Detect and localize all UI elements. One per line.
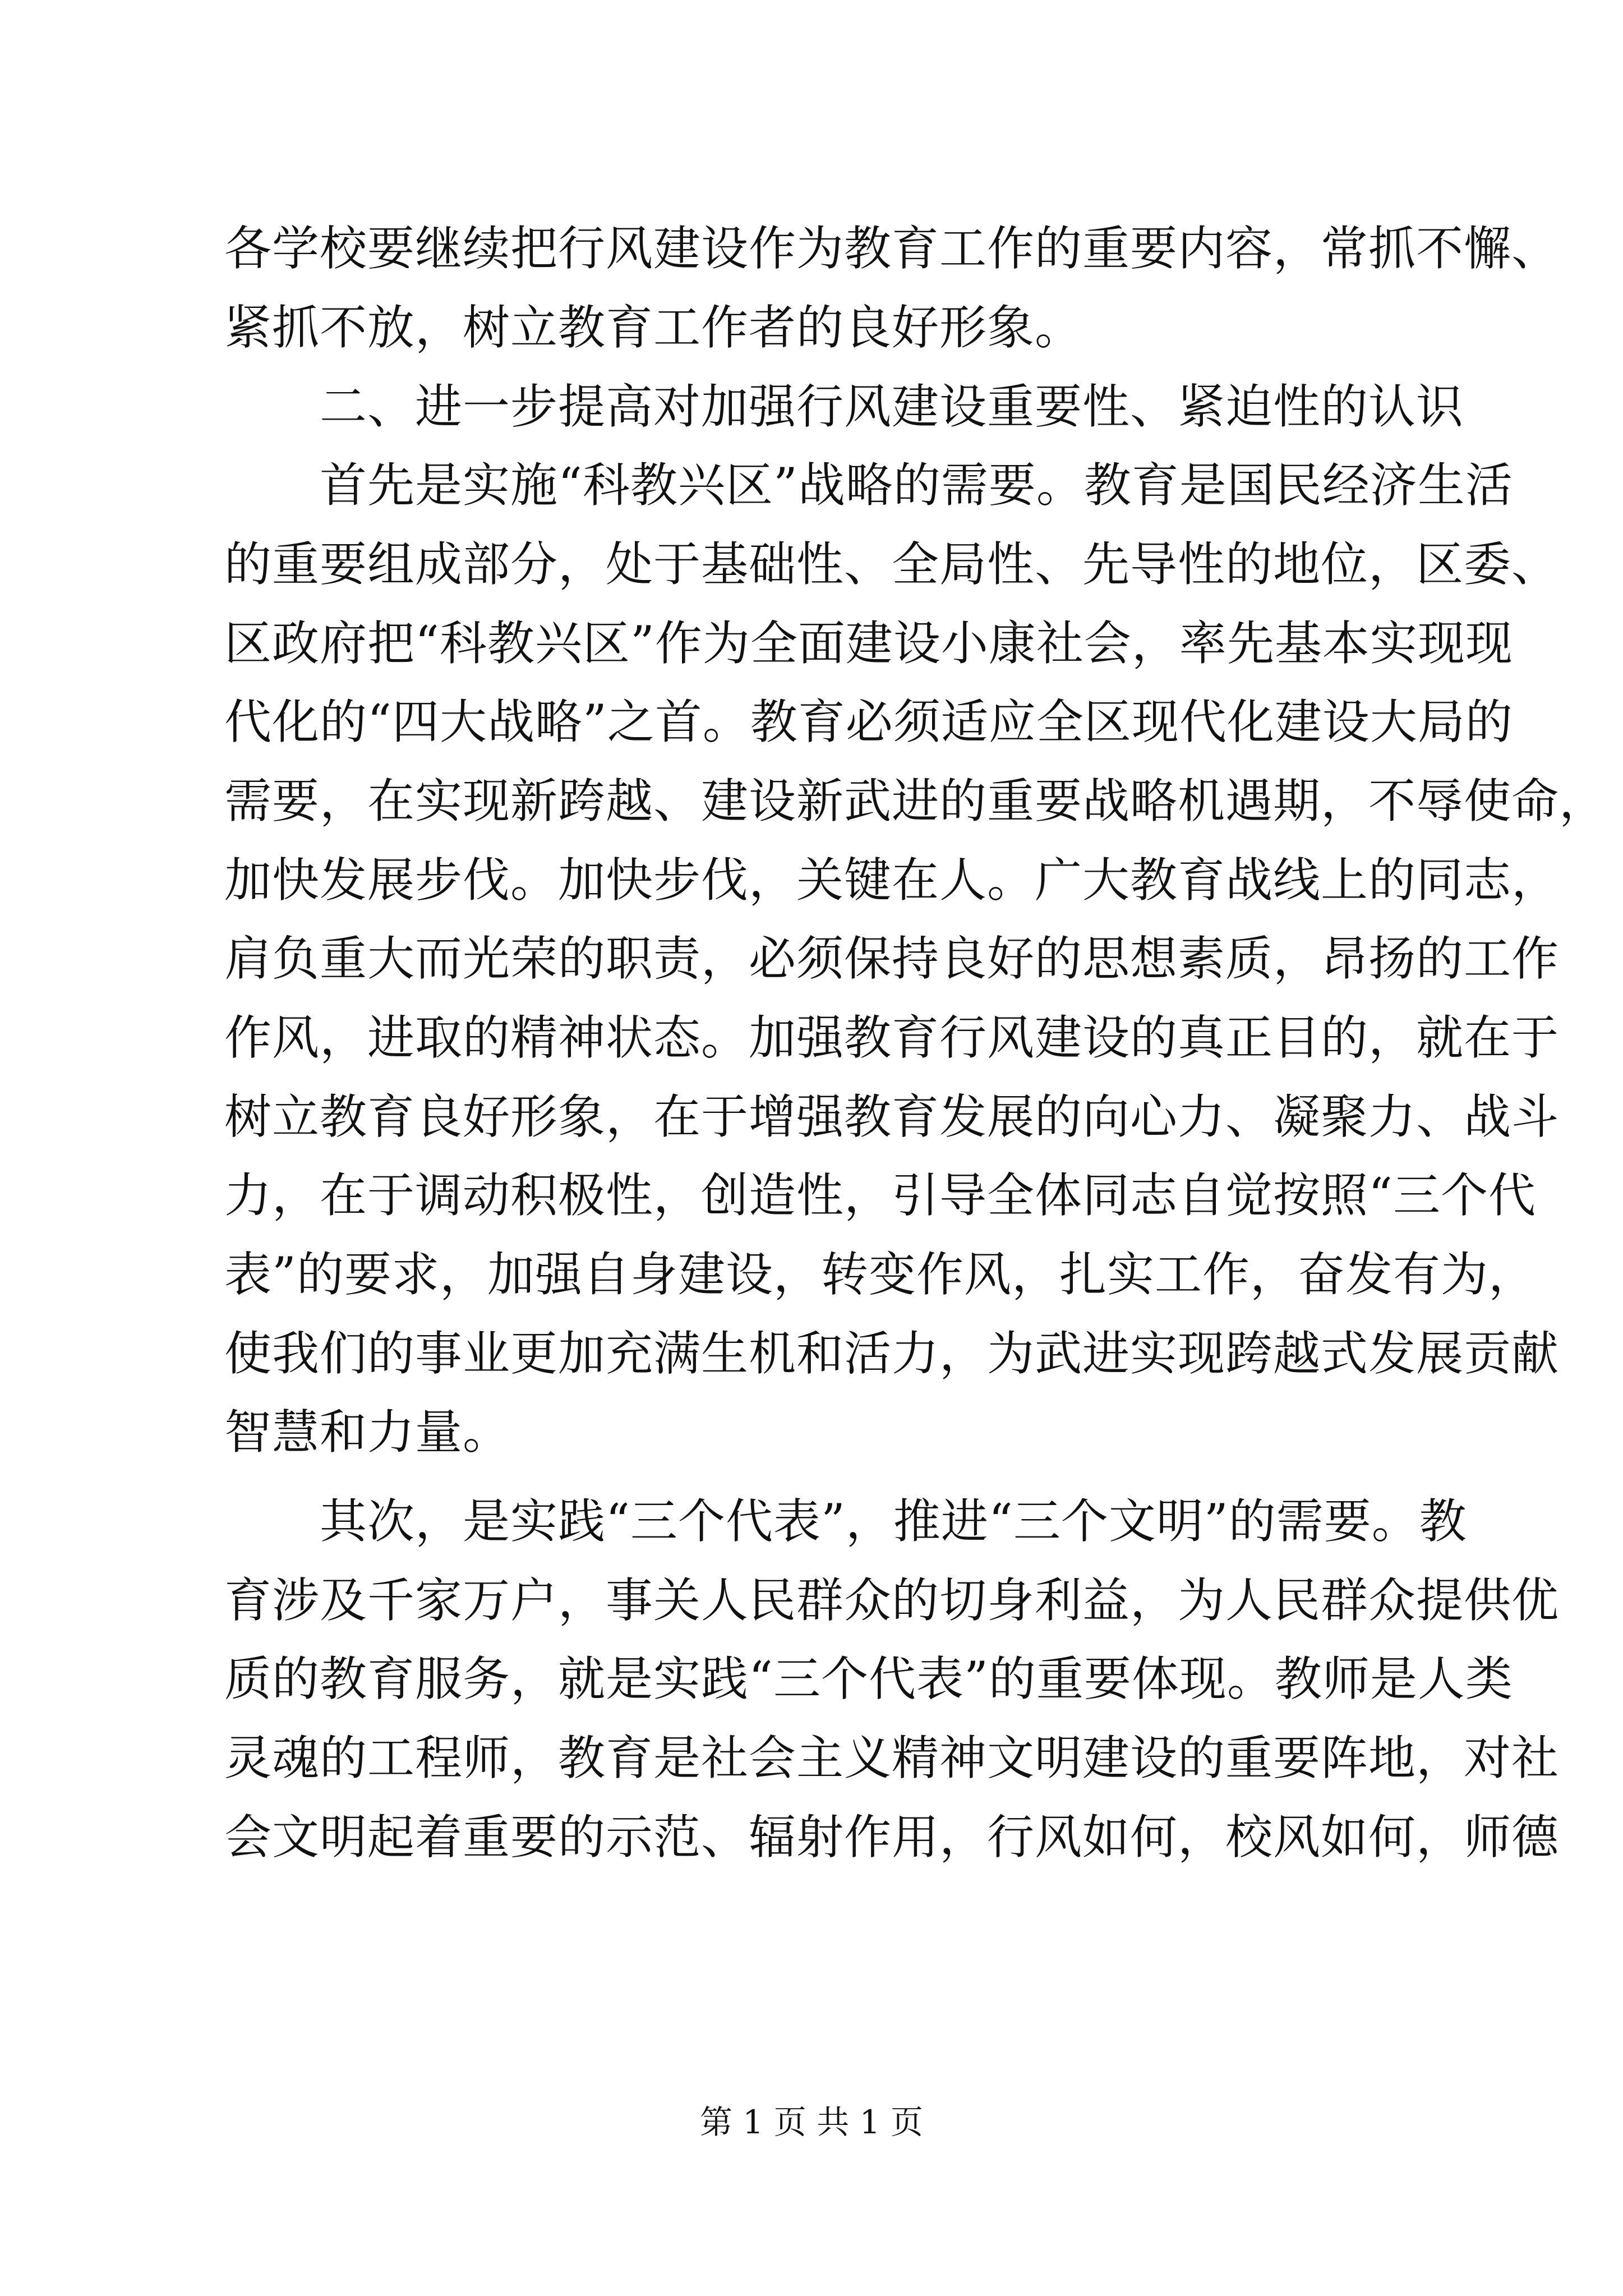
text-line: 使我们的事业更加充满生机和活力，为武进实现跨越式发展贡献 — [224, 1326, 1560, 1381]
text-line: 作风，进取的精神状态。加强教育行风建设的真正目的，就在于 — [224, 1010, 1560, 1065]
text-line: 的重要组成部分，处于基础性、全局性、先导性的地位，区委、 — [224, 537, 1560, 592]
text-line: 质的教育服务，就是实践“三个代表”的重要体现。教师是人类 — [224, 1651, 1513, 1706]
text-line: 肩负重大而光荣的职责，必须保持良好的思想素质，昂扬的工作 — [224, 931, 1560, 986]
text-line: 育涉及千家万户，事关人民群众的切身利益，为人民群众提供优 — [224, 1573, 1560, 1628]
text-line: 其次，是实践“三个代表”，推进“三个文明”的需要。教 — [320, 1494, 1467, 1549]
text-line: 紧抓不放，树立教育工作者的良好形象。 — [224, 300, 1083, 355]
text-line: 表”的要求，加强自身建设，转变作风，扎实工作，奋发有为， — [224, 1247, 1536, 1302]
text-line: 会文明起着重要的示范、辐射作用，行风如何，校风如何，师德 — [224, 1810, 1560, 1865]
text-line: 加快发展步伐。加快步伐，关键在人。广大教育战线上的同志， — [224, 853, 1560, 908]
text-line: 灵魂的工程师，教育是社会主义精神文明建设的重要阵地，对社 — [224, 1731, 1560, 1786]
page-footer: 第 1 页 共 1 页 — [700, 2103, 923, 2141]
text-line: 力，在于调动积极性，创造性，引导全体同志自觉按照“三个代 — [224, 1168, 1536, 1223]
text-line: 树立教育良好形象，在于增强教育发展的向心力、凝聚力、战斗 — [224, 1089, 1560, 1144]
text-line: 需要，在实现新跨越、建设新武进的重要战略机遇期，不辱使命， — [224, 774, 1607, 829]
text-line: 代化的“四大战略”之首。教育必须适应全区现代化建设大局的 — [224, 694, 1513, 749]
text-line: 各学校要继续把行风建设作为教育工作的重要内容，常抓不懈、 — [224, 221, 1560, 276]
section-heading: 二、进一步提高对加强行风建设重要性、紧迫性的认识 — [320, 379, 1464, 434]
text-line: 首先是实施“科教兴区”战略的需要。教育是国民经济生活 — [320, 458, 1513, 513]
text-line: 智慧和力量。 — [224, 1405, 511, 1460]
text-line: 区政府把“科教兴区”作为全面建设小康社会，率先基本实现现 — [224, 616, 1513, 671]
